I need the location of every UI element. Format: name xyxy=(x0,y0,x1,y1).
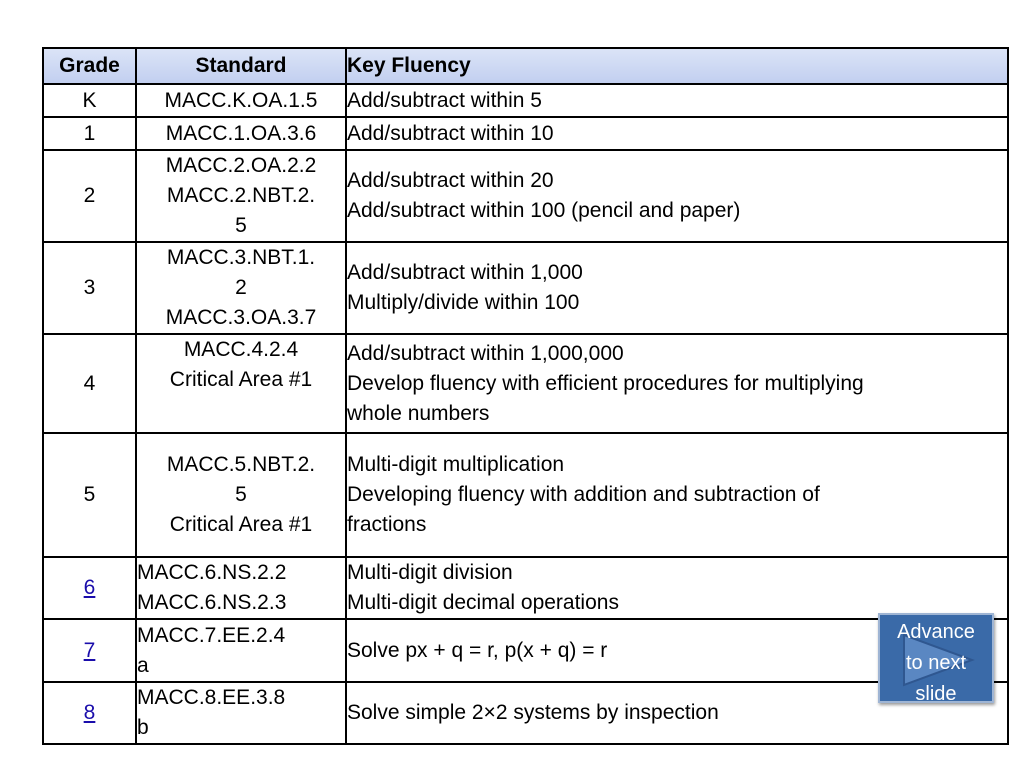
fluency-table xyxy=(42,47,1009,745)
grade-cell xyxy=(43,557,136,619)
standard-line: MACC.6.NS.2.3 xyxy=(137,591,287,614)
fluency-cell xyxy=(346,557,1008,619)
standard-cell xyxy=(136,242,346,334)
grade-cell: 3 xyxy=(43,242,136,334)
fluency-cell xyxy=(346,242,1008,334)
grade-cell: 1 xyxy=(43,117,136,150)
fluency-line: Add/subtract within 1,000,000 xyxy=(347,341,624,365)
table-row xyxy=(43,619,1008,682)
header-row xyxy=(43,48,1008,84)
fluency-line: Multiply/divide within 100 xyxy=(347,291,580,314)
grade-cell xyxy=(43,619,136,682)
fluency-cell xyxy=(346,84,1008,117)
standard-line: a xyxy=(137,653,149,677)
grade-6-link[interactable]: 6 xyxy=(83,576,96,599)
advance-slide-button[interactable] xyxy=(878,613,994,703)
standard-line: 5 xyxy=(235,483,247,506)
header-grade: Grade xyxy=(43,48,136,84)
fluency-cell xyxy=(346,117,1008,150)
grade-cell: 4 xyxy=(43,334,136,433)
fluency-line: Develop fluency with efficient procedures for multiplying xyxy=(347,371,864,395)
grade-cell: 5 xyxy=(43,433,136,557)
table-row xyxy=(43,150,1008,242)
table-row xyxy=(43,84,1008,117)
standard-line: b xyxy=(137,716,149,739)
advance-label-line: to next xyxy=(905,652,967,674)
advance-label-line: Advance xyxy=(897,621,975,643)
table-row xyxy=(43,433,1008,557)
standard-line: MACC.2.NBT.2. xyxy=(166,184,316,207)
header-key-fluency: Key Fluency xyxy=(346,48,1008,84)
fluency-line: Solve px + q = r, p(x + q) = r xyxy=(347,638,608,662)
fluency-line: Multi-digit multiplication xyxy=(347,453,565,476)
fluency-line: Add/subtract within 20 xyxy=(347,169,554,192)
grade-cell: 2 xyxy=(43,150,136,242)
standard-line: MACC.4.2.4 xyxy=(183,338,299,361)
table-row xyxy=(43,557,1008,619)
standard-line: MACC.3.NBT.1. xyxy=(166,246,316,269)
fluency-cell xyxy=(346,433,1008,557)
fluency-cell xyxy=(346,150,1008,242)
standard-cell xyxy=(136,150,346,242)
standard-cell xyxy=(136,557,346,619)
standard-line: MACC.5.NBT.2. xyxy=(166,453,316,476)
standard-line: MACC.6.NS.2.2 xyxy=(137,561,287,584)
table-row xyxy=(43,242,1008,334)
table-row xyxy=(43,682,1008,744)
standard-cell xyxy=(136,334,346,433)
standard-line: MACC.8.EE.3.8 xyxy=(137,686,286,709)
standard-line: Critical Area #1 xyxy=(169,513,313,536)
advance-label-line: slide xyxy=(915,683,957,705)
grade-cell xyxy=(43,682,136,744)
standard-line: 2 xyxy=(235,276,247,299)
standard-line: MACC.2.OA.2.2 xyxy=(165,154,317,177)
table-row xyxy=(43,334,1008,433)
fluency-line: Developing fluency with addition and subtraction of xyxy=(347,483,820,506)
standard-cell xyxy=(136,682,346,744)
fluency-line: Add/subtract within 5 xyxy=(347,88,542,112)
advance-label xyxy=(880,617,992,710)
fluency-line: Add/subtract within 100 (pencil and paper) xyxy=(347,199,741,222)
fluency-cell xyxy=(346,334,1008,433)
header-standard: Standard xyxy=(136,48,346,84)
fluency-line: Multi-digit decimal operations xyxy=(347,591,619,614)
fluency-line: whole numbers xyxy=(347,401,490,425)
standard-line: MACC.1.OA.3.6 xyxy=(165,121,317,145)
standard-line: MACC.7.EE.2.4 xyxy=(137,623,286,647)
standard-cell xyxy=(136,117,346,150)
fluency-line: Multi-digit division xyxy=(347,561,513,584)
fluency-line: Solve simple 2×2 systems by inspection xyxy=(347,701,719,724)
standard-line: Critical Area #1 xyxy=(169,368,313,391)
fluency-line: fractions xyxy=(347,513,427,536)
fluency-line: Add/subtract within 10 xyxy=(347,121,554,145)
standard-line: 5 xyxy=(235,214,247,237)
standard-line: MACC.K.OA.1.5 xyxy=(164,88,318,112)
standard-cell xyxy=(136,433,346,557)
table-row xyxy=(43,117,1008,150)
fluency-line: Add/subtract within 1,000 xyxy=(347,261,583,284)
grade-cell: K xyxy=(43,84,136,117)
grade-8-link[interactable]: 8 xyxy=(83,701,96,724)
standard-cell xyxy=(136,619,346,682)
standard-line: MACC.3.OA.3.7 xyxy=(165,306,317,329)
grade-7-link[interactable]: 7 xyxy=(83,638,96,662)
standard-cell xyxy=(136,84,346,117)
